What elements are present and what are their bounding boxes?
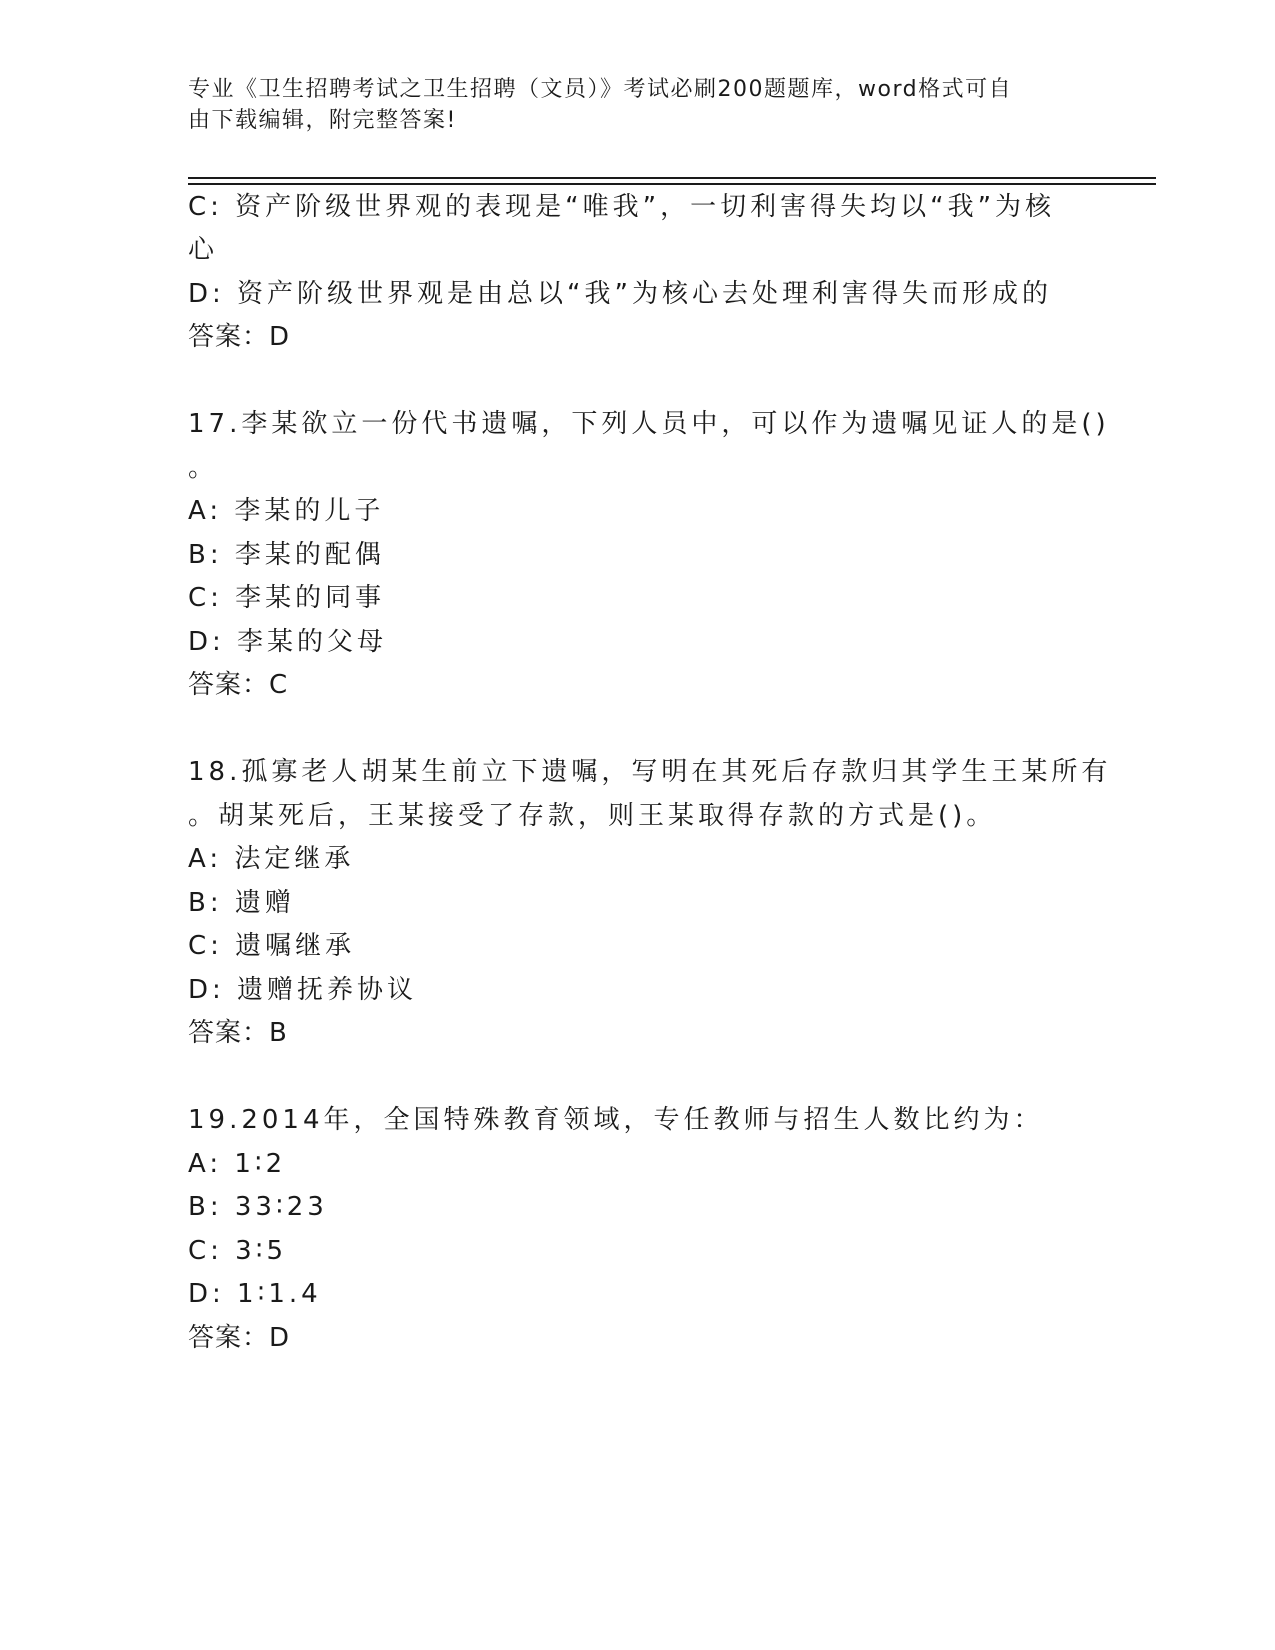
header-line-1: 专业《卫生招聘考试之卫生招聘（文员）》考试必刷200题题库，word格式可自 [188,77,1013,102]
q17-option-b: B: 李某的配偶 [188,540,385,570]
q19-option-b: B: 33∶23 [188,1192,328,1222]
q19-stem: 19.2014年，全国特殊教育领域，专任教师与招生人数比约为： [188,1105,1044,1135]
q18-option-b: B: 遗赠 [188,888,295,918]
header-divider-top [188,177,1156,179]
q16-option-d: D: 资产阶级世界观是由总以“我”为核心去处理利害得失而形成的 [188,279,1052,309]
q17-stem-line-1: 17.李某欲立一份代书遗嘱，下列人员中，可以作为遗嘱见证人的是() [188,409,1110,439]
q17-option-c: C: 李某的同事 [188,583,386,613]
q18-answer: 答案：B [188,1018,288,1048]
q16-answer: 答案：D [188,322,291,352]
document-header [188,74,1088,136]
q17-stem-line-2: 。 [188,453,219,483]
q18-option-a: A: 法定继承 [188,844,355,874]
q19-option-d: D: 1∶1.4 [188,1279,322,1309]
q19-answer: 答案：D [188,1323,291,1353]
header-line-2: 由下载编辑，附完整答案! [188,108,457,133]
q17-answer: 答案：C [188,670,289,700]
header-divider-bottom [188,183,1156,185]
q18-stem-line-2: 。胡某死后，王某接受了存款，则王某取得存款的方式是()。 [188,801,997,831]
q18-stem-line-1: 18.孤寡老人胡某生前立下遗嘱，写明在其死后存款归其学生王某所有 [188,757,1112,787]
q16-option-c-line-1: C: 资产阶级世界观的表现是“唯我”，一切利害得失均以“我”为核 [188,192,1056,222]
q19-option-a: A: 1∶2 [188,1149,287,1179]
q17-option-a: A: 李某的儿子 [188,496,385,526]
q19-option-c: C: 3∶5 [188,1236,288,1266]
q18-option-d: D: 遗赠抚养协议 [188,975,418,1005]
q18-option-c: C: 遗嘱继承 [188,931,356,961]
q17-option-d: D: 李某的父母 [188,627,388,657]
q16-option-c-line-2: 心 [188,235,219,265]
